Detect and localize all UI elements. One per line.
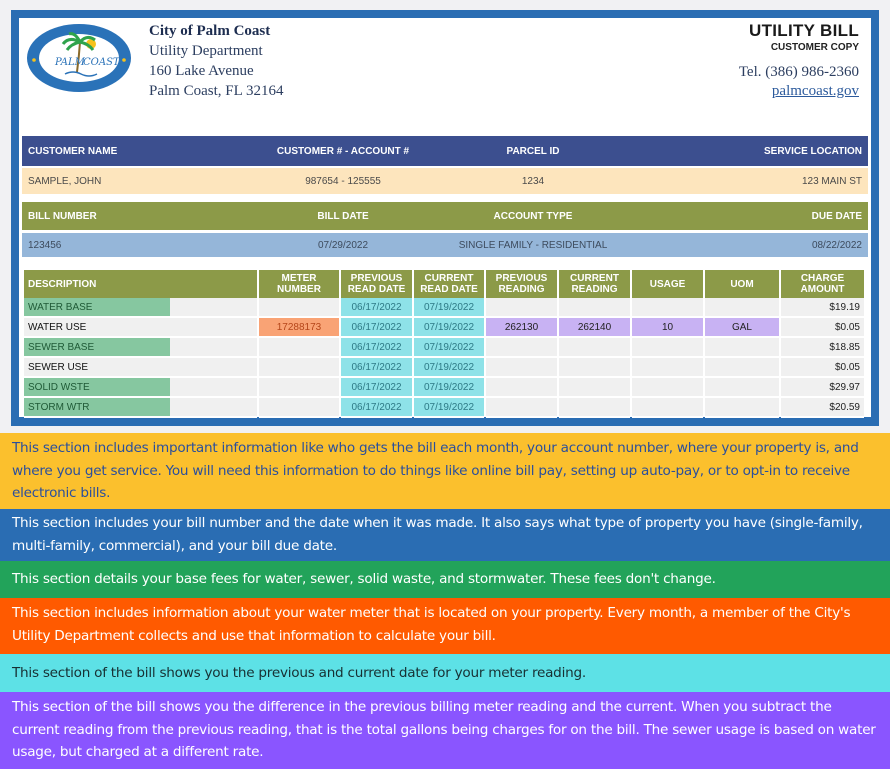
title-block	[739, 21, 859, 101]
row-uom	[705, 358, 779, 378]
row-usage	[632, 378, 703, 398]
col-previous-reading: PREVIOUS READING	[486, 270, 557, 298]
doc-title: UTILITY BILL	[749, 21, 859, 40]
col-usage: USAGE	[632, 270, 703, 298]
row-amount: $29.97	[781, 378, 864, 398]
explanation-water-meter: This section includes information about your water meter that is located on your property. Every month, a member of the City's Utility Department collects and use that information to calculate your bill.	[0, 598, 890, 654]
table-row	[24, 318, 864, 338]
bill-header-row	[22, 202, 868, 230]
explanation-meter-readings: This section of the bill shows you the difference in the previous billing meter reading and the current. When you subtract the current reading from the previous reading, that is the total gallons being charges for on the bill. The sewer usage is based on water usage, but charged at a different rate.	[0, 692, 890, 769]
header-account-type: ACCOUNT TYPE	[493, 210, 573, 222]
bill-date: 07/29/2022	[317, 239, 369, 251]
row-curr-reading	[559, 358, 630, 378]
explanation-bill-info: This section includes your bill number and the date when it was made. It also says what type of property you have (single-family, multi-family, commercial), and your bill due date.	[0, 509, 890, 561]
col-charge-amount: CHARGE AMOUNT	[781, 270, 864, 298]
row-curr-date: 07/19/2022	[414, 318, 484, 338]
row-prev-reading	[486, 298, 557, 318]
row-uom	[705, 298, 779, 318]
row-curr-reading	[559, 378, 630, 398]
charges-table	[22, 270, 866, 418]
row-prev-date: 06/17/2022	[341, 298, 412, 318]
row-usage	[632, 338, 703, 358]
row-prev-reading	[486, 338, 557, 358]
bill-body	[19, 18, 871, 417]
row-uom	[705, 378, 779, 398]
customer-name: SAMPLE, JOHN	[28, 175, 102, 187]
org-name: City of Palm Coast	[149, 23, 271, 39]
row-meter	[259, 398, 339, 418]
service-location: 123 MAIN ST	[801, 175, 862, 187]
row-usage	[632, 298, 703, 318]
header-service-location: SERVICE LOCATION	[764, 145, 862, 157]
col-description: DESCRIPTION	[24, 270, 257, 298]
row-prev-date: 06/17/2022	[341, 318, 412, 338]
table-row	[24, 358, 864, 378]
explanation-customer-info: This section includes important information like who gets the bill each month, your account number, where your property is, and where you get service. You will need this information to do things like online bill pay, setting up auto-pay, or to opt-in to receive electronic bills.	[0, 433, 890, 509]
row-meter	[259, 298, 339, 318]
row-description: SEWER USE	[24, 358, 257, 378]
row-curr-date: 07/19/2022	[414, 378, 484, 398]
city-state-zip: Palm Coast, FL 32164	[149, 83, 284, 99]
row-amount: $0.05	[781, 358, 864, 378]
row-description: WATER USE	[24, 318, 257, 338]
header-due-date: DUE DATE	[811, 210, 862, 222]
website-link[interactable]: palmcoast.gov	[771, 83, 859, 99]
row-amount: $0.05	[781, 318, 864, 338]
svg-text:PALM: PALM	[55, 57, 85, 68]
row-usage	[632, 358, 703, 378]
table-row	[24, 398, 864, 418]
table-row	[24, 338, 864, 358]
bill-number: 123456	[28, 239, 62, 251]
header-customer-name: CUSTOMER NAME	[28, 145, 118, 157]
svg-text:COAST: COAST	[83, 57, 120, 68]
table-row	[24, 378, 864, 398]
header-bill-date: BILL DATE	[317, 210, 369, 222]
row-curr-reading	[559, 398, 630, 418]
row-curr-date: 07/19/2022	[414, 298, 484, 318]
row-curr-date: 07/19/2022	[414, 358, 484, 378]
header-account-number: CUSTOMER # - ACCOUNT #	[276, 145, 410, 157]
account-type: SINGLE FAMILY - RESIDENTIAL	[458, 239, 608, 251]
col-current-read-date: CURRENT READ DATE	[414, 270, 484, 298]
city-seal-logo-icon	[25, 22, 133, 94]
row-prev-date: 06/17/2022	[341, 378, 412, 398]
row-prev-date: 06/17/2022	[341, 398, 412, 418]
row-description: SOLID WSTE	[24, 378, 257, 398]
row-uom	[705, 398, 779, 418]
row-prev-date: 06/17/2022	[341, 358, 412, 378]
row-usage: 10	[632, 318, 703, 338]
row-prev-reading	[486, 378, 557, 398]
due-date: 08/22/2022	[811, 239, 862, 251]
header-parcel-id: PARCEL ID	[506, 145, 560, 157]
row-usage	[632, 398, 703, 418]
row-prev-reading: 262130	[486, 318, 557, 338]
charges-header-row	[24, 270, 864, 298]
row-curr-reading	[559, 338, 630, 358]
department: Utility Department	[149, 43, 263, 59]
row-meter	[259, 358, 339, 378]
explanation-read-dates: This section of the bill shows you the previous and current date for your meter reading.	[0, 654, 890, 692]
col-current-reading: CURRENT READING	[559, 270, 630, 298]
row-curr-date: 07/19/2022	[414, 338, 484, 358]
row-amount: $19.19	[781, 298, 864, 318]
utility-bill	[11, 10, 879, 426]
row-meter: 17288173	[259, 318, 339, 338]
row-curr-date: 07/19/2022	[414, 398, 484, 418]
row-curr-reading: 262140	[559, 318, 630, 338]
row-amount: $18.85	[781, 338, 864, 358]
account-number: 987654 - 125555	[305, 175, 381, 187]
row-prev-reading	[486, 398, 557, 418]
customer-header-row	[22, 136, 868, 166]
row-prev-reading	[486, 358, 557, 378]
header-bill-number: BILL NUMBER	[28, 210, 97, 222]
row-uom: GAL	[705, 318, 779, 338]
row-meter	[259, 378, 339, 398]
row-meter	[259, 338, 339, 358]
row-uom	[705, 338, 779, 358]
row-curr-reading	[559, 298, 630, 318]
phone-number: Tel. (386) 986-2360	[738, 64, 859, 80]
row-description: SEWER BASE	[24, 338, 257, 358]
bill-values-row	[22, 233, 868, 257]
row-description: WATER BASE	[24, 298, 257, 318]
doc-subtitle: CUSTOMER COPY	[770, 42, 859, 53]
street-address: 160 Lake Avenue	[149, 63, 254, 79]
col-meter-number: METER NUMBER	[259, 270, 339, 298]
explanation-base-fees: This section details your base fees for water, sewer, solid waste, and stormwater. These fees don't change.	[0, 561, 890, 598]
row-prev-date: 06/17/2022	[341, 338, 412, 358]
customer-values-row	[22, 168, 868, 194]
col-previous-read-date: PREVIOUS READ DATE	[341, 270, 412, 298]
row-description: STORM WTR	[24, 398, 257, 418]
col-uom: UOM	[705, 270, 779, 298]
table-row	[24, 298, 864, 318]
sender-address	[149, 21, 283, 101]
parcel-id: 1234	[521, 175, 545, 187]
row-amount: $20.59	[781, 398, 864, 418]
